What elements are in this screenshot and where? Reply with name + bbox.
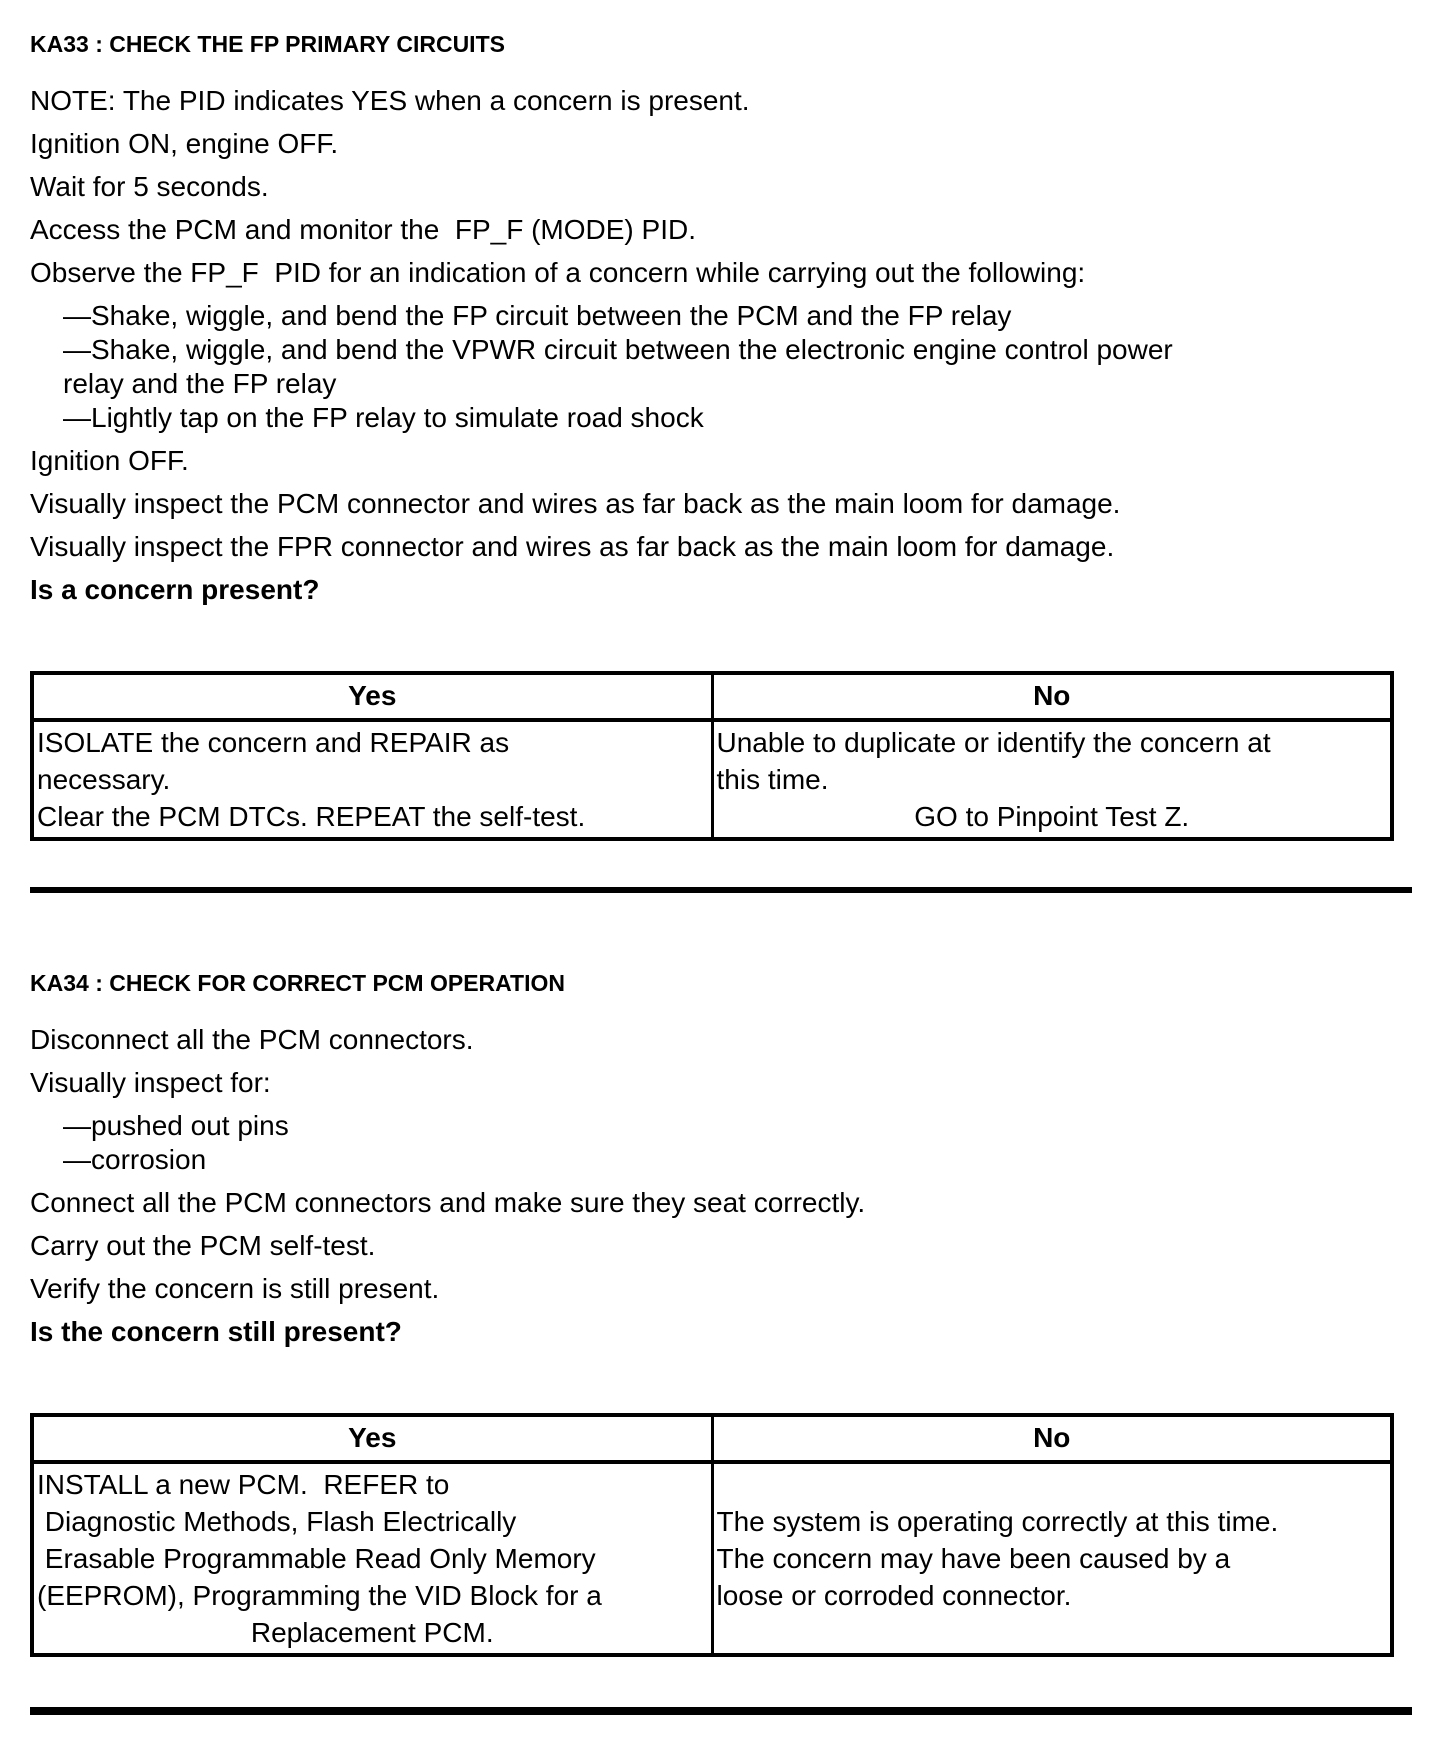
ka33-step-access: Access the PCM and monitor the FP_F (MODE) PID. — [30, 214, 696, 245]
ka34-question: Is the concern still present? — [30, 1316, 402, 1347]
ka34-checklist-item-pushed-pins: —pushed out pins — [63, 1110, 289, 1141]
ka34-checklist-item-corrosion: —corrosion — [63, 1144, 207, 1175]
ka34-yes-line: Erasable Programmable Read Only Memory — [37, 1543, 596, 1574]
ka33-yes-line: Clear the PCM DTCs. REPEAT the self-test. — [37, 801, 586, 832]
ka33-step-wait: Wait for 5 seconds. — [30, 171, 269, 202]
ka34-heading: KA34 : CHECK FOR CORRECT PCM OPERATION — [30, 970, 565, 996]
ka34-yes-line: (EEPROM), Programming the VID Block for a — [37, 1580, 602, 1611]
section-ka33 — [30, 30, 1410, 841]
ka34-no-line: loose or corroded connector. — [716, 1580, 1072, 1611]
ka34-step-connect: Connect all the PCM connectors and make sure they seat correctly. — [30, 1187, 866, 1218]
ka33-no-line: Unable to duplicate or identify the concern at — [716, 727, 1271, 758]
ka33-step-inspect-pcm: Visually inspect the PCM connector and wires as far back as the main loom for damage. — [30, 488, 1121, 519]
ka34-step-verify: Verify the concern is still present. — [30, 1273, 440, 1304]
ka33-no-cell — [712, 720, 1392, 839]
ka34-yes-cell — [32, 1462, 712, 1655]
ka33-question: Is a concern present? — [30, 574, 320, 605]
ka34-yes-line: INSTALL a new PCM. REFER to — [37, 1469, 450, 1500]
ka34-table-row — [32, 1462, 1392, 1655]
ka34-yes-column-header: Yes — [32, 1415, 712, 1462]
ka34-yes-line: Diagnostic Methods, Flash Electrically — [37, 1506, 517, 1537]
ka33-checklist-item-tap-relay: —Lightly tap on the FP relay to simulate road shock — [63, 402, 704, 433]
ka33-no-column-header: No — [712, 673, 1392, 720]
ka34-step-disconnect: Disconnect all the PCM connectors. — [30, 1024, 474, 1055]
ka34-no-line: The system is operating correctly at this time. — [716, 1506, 1279, 1537]
ka34-step-inspect-for: Visually inspect for: — [30, 1067, 271, 1098]
ka33-step-ignition-on: Ignition ON, engine OFF. — [30, 128, 339, 159]
ka33-checklist-item-fp-circuit: —Shake, wiggle, and bend the FP circuit between the PCM and the FP relay — [63, 300, 1012, 331]
ka33-yes-line: ISOLATE the concern and REPAIR as — [37, 727, 510, 758]
ka33-yes-cell — [32, 720, 712, 839]
section-divider — [30, 887, 1412, 893]
ka33-no-action: GO to Pinpoint Test Z. — [914, 801, 1190, 832]
ka33-note: NOTE: The PID indicates YES when a concern is present. — [30, 85, 750, 116]
ka33-yes-column-header: Yes — [32, 673, 712, 720]
ka34-decision-table — [30, 1413, 1394, 1657]
ka33-heading: KA33 : CHECK THE FP PRIMARY CIRCUITS — [30, 31, 505, 57]
ka34-checklist — [30, 1109, 1410, 1177]
ka33-step-ignition-off: Ignition OFF. — [30, 445, 189, 476]
ka33-yes-line: necessary. — [37, 764, 171, 795]
ka33-step-observe: Observe the FP_F PID for an indication of a concern while carrying out the following: — [30, 257, 1086, 288]
ka33-decision-table — [30, 671, 1394, 841]
section-ka34 — [30, 969, 1410, 1657]
ka34-yes-action: Replacement PCM. — [250, 1617, 494, 1648]
ka33-table-row — [32, 720, 1392, 839]
ka34-no-cell — [712, 1462, 1392, 1655]
ka34-no-line: The concern may have been caused by a — [716, 1543, 1231, 1574]
ka33-checklist — [30, 299, 1410, 435]
page-bottom-divider — [30, 1707, 1412, 1715]
ka33-table-header-row — [32, 673, 1392, 720]
ka34-table-header-row — [32, 1415, 1392, 1462]
ka34-step-selftest: Carry out the PCM self-test. — [30, 1230, 376, 1261]
ka33-step-inspect-fpr: Visually inspect the FPR connector and wires as far back as the main loom for damage. — [30, 531, 1115, 562]
ka34-no-column-header: No — [712, 1415, 1392, 1462]
ka33-checklist-item-vpwr-circuit-wrap: relay and the FP relay — [63, 368, 337, 399]
ka33-no-line: this time. — [716, 764, 829, 795]
ka33-checklist-item-vpwr-circuit: —Shake, wiggle, and bend the VPWR circuit between the electronic engine control power — [63, 334, 1173, 365]
